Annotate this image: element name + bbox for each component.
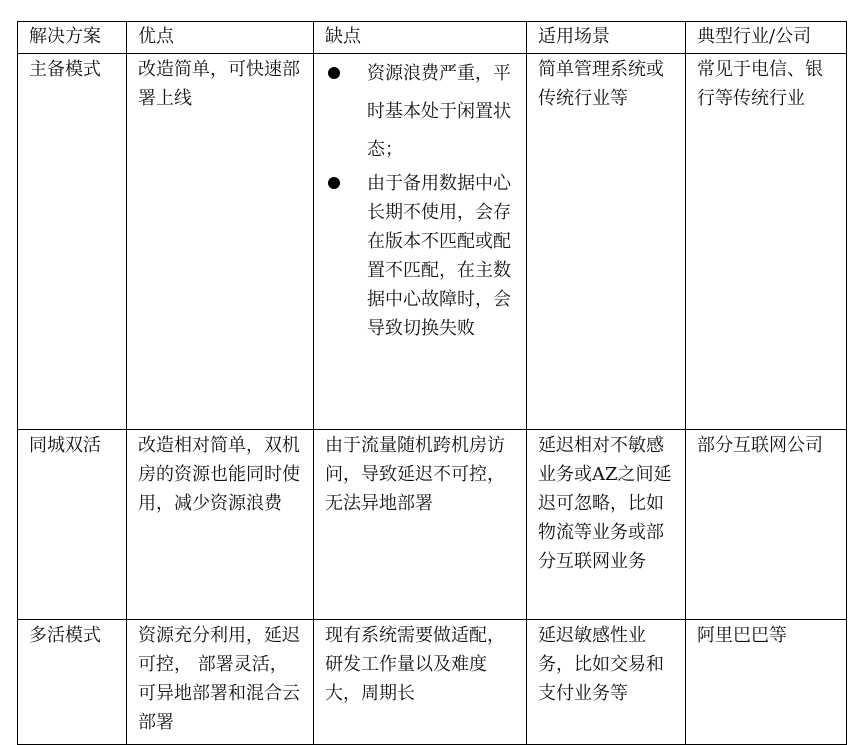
cell-pros: 改造相对简单，双机房的资源也能同时使用，减少资源浪费 <box>127 430 314 620</box>
solution-comparison-table <box>17 21 847 745</box>
cell-industry: 部分互联网公司 <box>686 430 847 620</box>
cell-solution: 主备模式 <box>18 54 127 430</box>
bullet-dot-icon <box>328 177 340 189</box>
list-item <box>325 55 517 169</box>
cell-pros: 资源充分利用，延迟可控， 部署灵活，可异地部署和混合云部署 <box>127 620 314 745</box>
cons-item-text: 资源浪费严重，平时基本处于闲置状态； <box>367 63 511 160</box>
header-scenario: 适用场景 <box>527 22 686 54</box>
cell-solution: 多活模式 <box>18 620 127 745</box>
header-cons: 缺点 <box>314 22 527 54</box>
header-pros: 优点 <box>127 22 314 54</box>
table-row <box>18 620 847 745</box>
cons-item-text: 由于备用数据中心长期不使用，会存在版本不匹配或配置不匹配，在主数据中心故障时，会导致切换失败 <box>367 173 511 339</box>
cell-industry: 常见于电信、银行等传统行业 <box>686 54 847 430</box>
cell-scenario: 延迟相对不敏感业务或AZ之间延迟可忽略，比如物流等业务或部分互联网业务 <box>527 430 686 620</box>
cell-cons <box>314 54 527 430</box>
header-solution: 解决方案 <box>18 22 127 54</box>
table-row <box>18 54 847 430</box>
cell-solution: 同城双活 <box>18 430 127 620</box>
cell-scenario: 延迟敏感性业务，比如交易和支付业务等 <box>527 620 686 745</box>
header-row <box>18 22 847 54</box>
cell-industry: 阿里巴巴等 <box>686 620 847 745</box>
bullet-dot-icon <box>328 67 340 79</box>
cons-bullet-list <box>325 55 517 343</box>
cell-cons: 由于流量随机跨机房访问，导致延迟不可控，无法异地部署 <box>314 430 527 620</box>
table-row <box>18 430 847 620</box>
cell-scenario: 简单管理系统或传统行业等 <box>527 54 686 430</box>
cell-cons: 现有系统需要做适配，研发工作量以及难度大，周期长 <box>314 620 527 745</box>
header-industry: 典型行业/公司 <box>686 22 847 54</box>
list-item <box>325 169 517 343</box>
cell-pros: 改造简单，可快速部署上线 <box>127 54 314 430</box>
